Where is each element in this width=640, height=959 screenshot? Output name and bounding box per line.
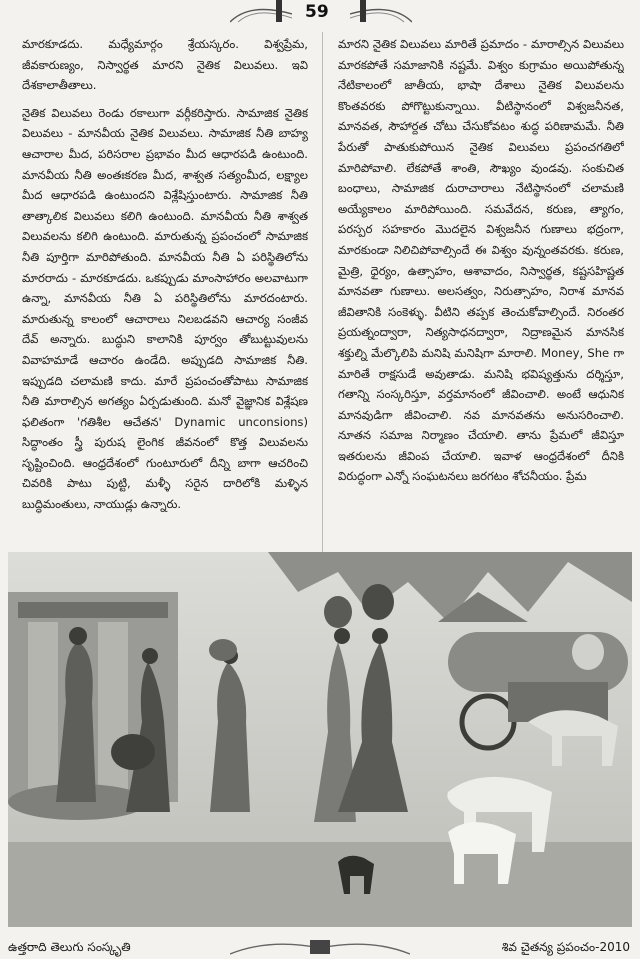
village-scene-illustration — [8, 552, 632, 927]
page-number: 59 — [305, 2, 329, 22]
footer-issue-title: శివ చైతన్య ప్రపంచం-2010 — [501, 940, 630, 954]
column-divider — [322, 32, 323, 552]
left-column — [22, 34, 308, 548]
header-ornament-icon — [230, 0, 292, 24]
page-header — [0, 0, 640, 30]
page-footer — [0, 930, 640, 959]
right-column — [338, 34, 624, 548]
paragraph: మారకూడదు. మధ్యేమార్గం శ్రేయస్కరం. విశ్వప్రేమ, జీవకారుణ్యం, నిస్వార్థత మారని నైతిక విలువలు. ఇవి దేశకాలాతీతాలు. — [22, 37, 308, 93]
header-ornament-icon — [350, 0, 412, 24]
footer-publication-title: ఉత్తరాది తెలుగు సంస్కృతి — [8, 940, 131, 954]
paragraph: మారని నైతిక విలువలు మారితే ప్రమాదం - మారాల్సిన విలువలు మారకపోతే సమాజానికి నష్టమే. విశ్వం కుగ్రామం అయిపోతున్న నేటికాలంలో జాతీయ, భాషా దేశాలు నైతిక విలువలను కొంతవరకు పోగొట్టుకున్నాయి. వీటిస్థానంలో విశ్వజనీనత, మానవత, సౌహార్దత చోటు చేసుకోవటం శుద్ధ పరిణామమే. నీతి పేరుతో పాతుకుపోయిన నైతిక విలువలు ప్రపంచగతిలో మారిపోవాలి. లేకపోతే శాంతి, సౌఖ్యం వుండవు. సంకుచిత బంధాలు, సామాజిక దురాచారాలు నేటిస్థానంలో చలామణి అయ్యేకాలం మారిపోయింది. సమవేదన, కరుణ, త్యాగం, పరస్పర సహకారం మొదలైన విశ్వజనీన గుణాలు భద్రంగా, మారకుండా నిలిచిపోవాల్సిందే ఈ విశ్వం వున్నంతవరకు. కరుణ, మైత్రి, ధైర్యం, ఉత్సాహం, ఆశావాదం, నిస్వార్థత, కష్టసహిష్ణత మానవతా గుణాలు. అలసత్వం, నిరుత్సాహం, నిరాశ మానవ జీవితానికి సంకెళ్ళు. వీటిని తప్పక తెంచుకోవాల్సిందే. నిరంతర ప్రయత్నంద్వారా, నిత్యసాధనద్వారా, నిద్రాణమైన మానసిక శక్తుల్ని మేల్కొలిపి మనిషి మనిషిగా మారాలి. Money, She గా మారితే రాక్షసుడే అవుతాడు. మనిషి భవిష్యత్తును దర్శిస్తూ, గతాన్ని సంస్కరిస్తూ, వర్తమానంలో జీవించాలి. అంటే ఆధునిక మానవుడిగా జీవించాలి. నవ మానవతను అనుసరించాలి. నూతన సమాజ నిర్మాణం చేయాలి. తాను ప్రేమలో జీవిస్తూ ఇతరులను జీవింప చేయాలి. ఇవాళ ఆంధ్రదేశంలో దీనికి విరుద్ధంగా ఎన్నో సంఘటనలు జరగటం శోచనీయం. ప్రేమ — [338, 37, 624, 484]
footer-ornament-icon — [230, 936, 410, 958]
paragraph: నైతిక విలువలు రెండు రకాలుగా వర్గీకరిస్తారు. సామాజిక నైతిక విలువలు - మానవీయ నైతిక విలువలు. సామాజిక నీతి బాహ్య ఆచారాల మీద, పరిసరాల ప్రభావం మీద ఆధారపడి ఉంటుంది. మానవీయ నీతి అంతఃకరణ మీద, శాశ్వత సత్యంమీద, లక్ష్యాల మీద ఆధారపడి ఉంటుందని విశ్లేషిస్తుంటారు. సామాజిక నీతి తాత్కాలిక విలువలు కలిగి ఉంటుంది. మానవీయ నీతి శాశ్వత విలువలను కలిగి ఉంటుంది. మారుతున్న ప్రపంచంలో సామాజిక నీతి పూర్తిగా మారిపోతుంది. మానవీయ నీతి ఏ పరిస్థితిలోను మారరాదు - మారకూడదు. ఒకప్పుడు మాంసాహారం అలవాటుగా ఉన్నా, మానవీయ నీతి ఏ పరిస్థితిలోను మారదంటారు. మారుతున్న కాలంలో ఆచారాలు నిలబడవని ఆచార్య సంజీవ దేవ్ అన్నారు. బుద్ధుని కాలానికి పూర్వం తోబుట్టువులను వివాహమాడే ఆచారం ఉండేది. అప్పుడది సామాజిక నీతి. ఇప్పుడది చలామణి కాదు. మారే ప్రపంచంతోపాటు సామాజిక నీతి మారాల్సిన అగత్యం ఏర్పడుతుంది. మనో వైజ్ఞానిక విశ్లేషణ ఫలితంగా 'గతిశీల ఆచేతన' Dynamic unconsions) సిద్ధాంతం స్త్రీ పురుష లైంగిక జీవనంలో కొత్త విలువలను సృష్టించింది. ఆంధ్రదేశంలో గుంటూరులో దీన్ని బాగా ఆచరించి చివరికి పాటు పుట్టి, మళ్ళీ సరైన దారిలోకి మళ్ళిన బుద్ధిమంతులు, నాయుడ్లు ఉన్నారు. — [22, 105, 308, 512]
